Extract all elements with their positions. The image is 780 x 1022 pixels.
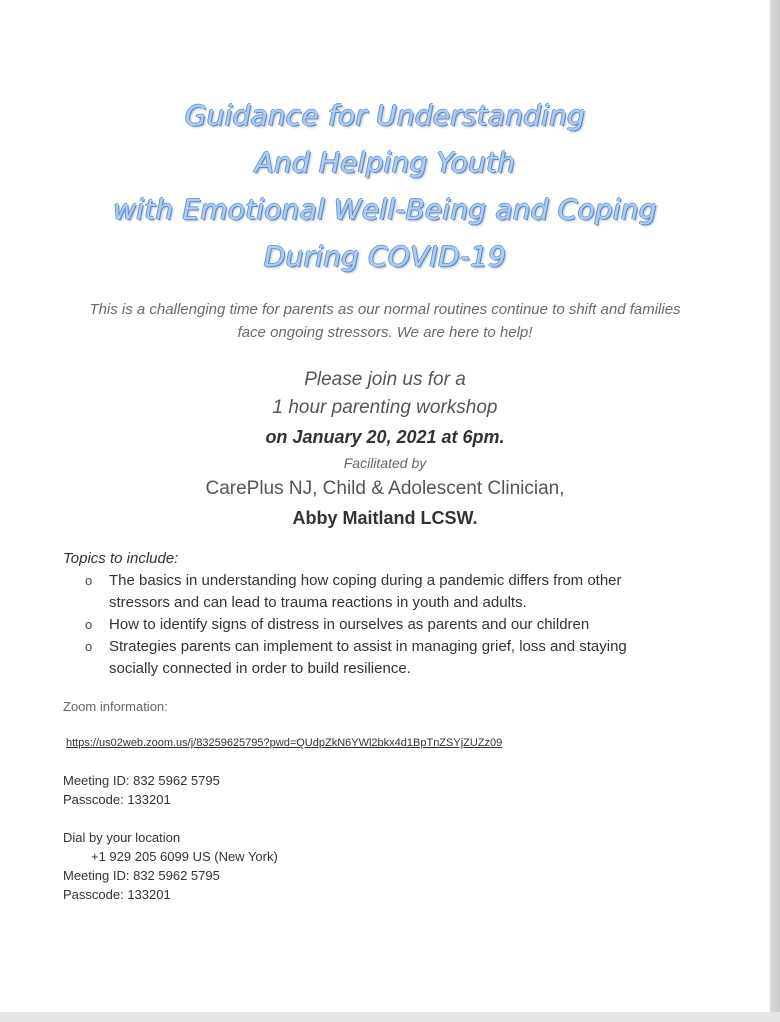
dial-heading: Dial by your location [63,830,181,845]
list-item [63,570,723,614]
flyer-title [0,92,770,280]
topic-line: stressors and can lead to trauma reactions in youth and adults. [109,594,527,611]
invite-facilitated-by: Facilitated by [343,455,427,471]
background-edge [0,1012,780,1022]
title-line-2: And Helping Youth [254,146,516,179]
intro-line-1: This is a challenging time for parents as our normal routines continue to shift and families [89,301,681,318]
dial-meeting-id: Meeting ID: 832 5962 5795 [63,868,220,883]
invite-organization: CarePlus NJ, Child & Adolescent Clinician, [205,478,565,499]
list-item [63,614,723,636]
zoom-meeting-link[interactable]: https://us02web.zoom.us/j/83259625795?pwd=QUdpZkN6YWl2bkx4d1BpTnZSYjZUZz09 [66,737,503,749]
dial-phone-number: +1 929 205 6099 US (New York) [91,849,278,864]
meeting-details [63,771,220,809]
bullet-icon: o [85,617,93,632]
invite-workshop: 1 hour parenting workshop [272,397,498,418]
zoom-information-label: Zoom information: [63,699,168,714]
topic-line: Strategies parents can implement to assist in managing grief, loss and staying [109,638,627,655]
topic-line: socially connected in order to build resilience. [109,660,411,677]
dial-in-details [63,828,278,904]
intro-line-2: face ongoing stressors. We are here to help! [237,324,533,341]
bullet-icon: o [85,573,93,588]
bullet-icon: o [85,639,93,654]
list-item [63,636,723,680]
topics-heading: Topics to include: [63,550,179,567]
workshop-invitation [0,366,770,532]
dial-passcode: Passcode: 133201 [63,887,171,902]
background-edge [770,0,780,1022]
meeting-passcode: Passcode: 133201 [63,792,171,807]
intro-paragraph [40,298,730,344]
invite-date: on January 20, 2021 at 6pm. [265,427,505,447]
topics-list [63,570,723,680]
title-line-1: Guidance for Understanding [184,99,586,132]
meeting-id: Meeting ID: 832 5962 5795 [63,773,220,788]
invite-facilitator-name: Abby Maitland LCSW. [292,508,478,528]
topic-line: The basics in understanding how coping during a pandemic differs from other [109,572,622,589]
topic-line: How to identify signs of distress in ourselves as parents and our children [109,616,590,633]
title-line-3: with Emotional Well-Being and Coping [113,193,657,226]
invite-join: Please join us for a [304,369,466,390]
topics-section [63,548,723,680]
title-line-4: During COVID-19 [263,240,507,273]
